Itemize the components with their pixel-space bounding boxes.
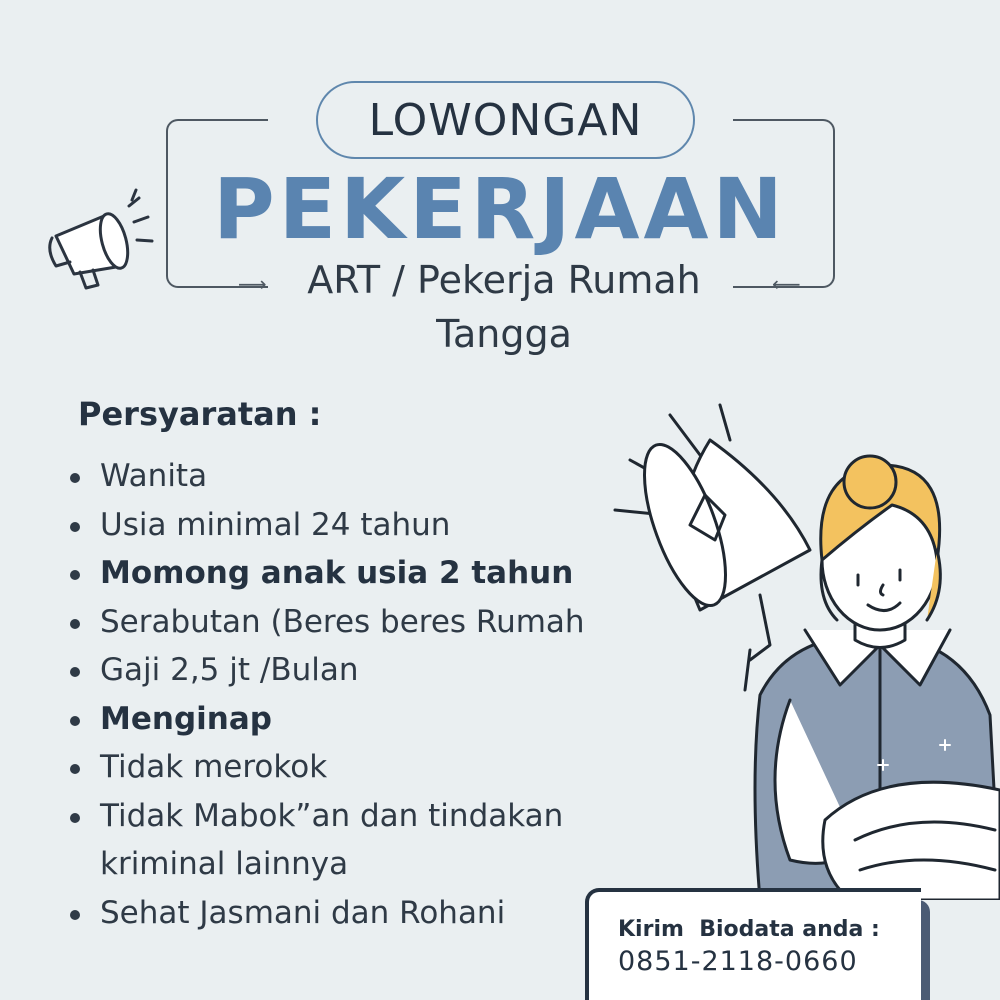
list-item-text: Momong anak usia 2 tahun — [100, 555, 574, 591]
bullet-icon — [70, 910, 80, 920]
contact-card — [585, 888, 921, 1000]
requirements-list — [70, 452, 660, 937]
list-item-text: Wanita — [100, 458, 208, 494]
list-item — [70, 695, 660, 744]
list-item — [70, 646, 660, 695]
bullet-icon — [70, 667, 80, 677]
list-item — [70, 889, 660, 938]
bullet-icon — [70, 570, 80, 580]
contact-phone[interactable]: 0851-2118-0660 — [618, 946, 858, 977]
bullet-icon — [70, 619, 80, 629]
badge-text: LOWONGAN — [368, 94, 643, 146]
list-item — [70, 598, 660, 647]
arrow-right-icon: ⟶ — [238, 272, 267, 296]
list-item-text: Tidak Mabok”an dan tindakan kriminal lainnya — [100, 797, 564, 882]
list-item — [70, 452, 660, 501]
bullet-icon — [70, 764, 80, 774]
arrow-left-icon: ⟵ — [772, 272, 801, 296]
list-item — [70, 501, 660, 550]
list-item-text: Tidak merokok — [100, 749, 328, 785]
woman-with-megaphone-illustration — [600, 400, 1000, 900]
page-title: PEKERJAAN — [213, 160, 787, 258]
list-item-text: Sehat Jasmani dan Rohani — [100, 894, 506, 931]
contact-label: Kirim Biodata anda : — [618, 917, 880, 942]
list-item — [70, 792, 620, 889]
list-item-text: Menginap — [100, 700, 272, 737]
bullet-icon — [70, 813, 80, 823]
list-item — [70, 549, 660, 598]
job-subtitle-line1: ART / Pekerja Rumah — [307, 258, 701, 302]
header-badge — [316, 81, 695, 159]
list-item-text: Usia minimal 24 tahun — [100, 506, 451, 543]
list-item-text: Gaji 2,5 jt /Bulan — [100, 652, 359, 688]
job-subtitle-line2: Tangga — [436, 312, 572, 356]
bullet-icon — [70, 522, 80, 532]
requirements-heading: Persyaratan : — [78, 395, 322, 433]
list-item-text: Serabutan (Beres beres Rumah — [100, 603, 585, 640]
list-item — [70, 743, 660, 792]
bullet-icon — [70, 473, 80, 483]
bullet-icon — [70, 716, 80, 726]
